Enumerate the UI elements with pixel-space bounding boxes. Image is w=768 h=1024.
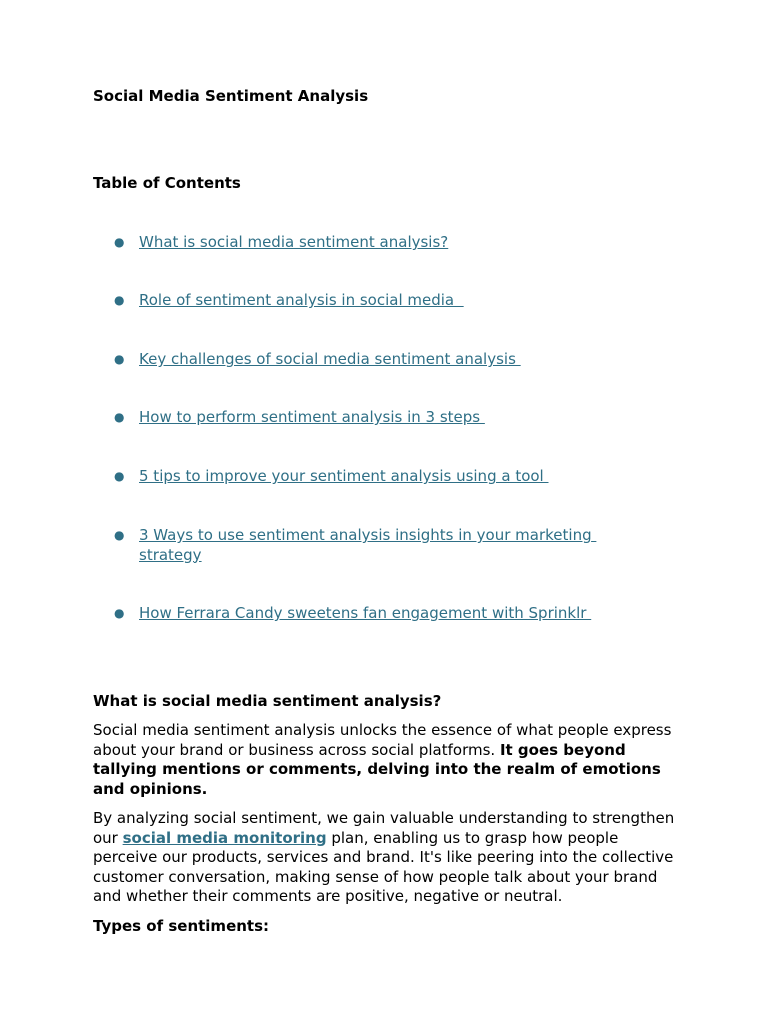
- social-media-monitoring-link[interactable]: social media monitoring: [122, 828, 327, 847]
- bullet-icon: ●: [114, 469, 125, 483]
- analysis-text-after: plan, enabling us to grasp how people perceive our products, services and brand. It's like peering into the collective customer conversation, making sense of how people talk about your brand and whether their comments are positive, negative or neutral.: [93, 828, 674, 905]
- intro-bold-text: It goes beyond tallying mentions or comments, delving into the realm of emotions and opinions.: [93, 740, 661, 798]
- toc-link-how-to[interactable]: How to perform sentiment analysis in 3 steps: [139, 408, 485, 426]
- bullet-icon: ●: [114, 410, 125, 424]
- bullet-icon: ●: [114, 293, 125, 307]
- bullet-icon: ●: [114, 352, 125, 366]
- bullet-icon: ●: [114, 528, 125, 542]
- analysis-paragraph: [93, 809, 683, 907]
- intro-text: Social media sentiment analysis unlocks the essence of what people express about your brand or business across social platforms.: [93, 721, 672, 759]
- toc-link-ferrara[interactable]: How Ferrara Candy sweetens fan engagement with Sprinklr: [139, 604, 592, 622]
- intro-paragraph: [93, 721, 683, 799]
- toc-link-role[interactable]: Role of sentiment analysis in social media: [139, 291, 464, 309]
- document-title: Social Media Sentiment Analysis: [93, 87, 369, 105]
- toc-link-challenges[interactable]: Key challenges of social media sentiment analysis: [139, 350, 521, 368]
- types-heading: Types of sentiments:: [93, 917, 270, 935]
- toc-heading: Table of Contents: [93, 174, 241, 192]
- analysis-text-before: By analyzing social sentiment, we gain valuable understanding to strengthen our: [93, 809, 675, 847]
- section-heading: What is social media sentiment analysis?: [93, 692, 442, 710]
- bullet-icon: ●: [114, 606, 125, 620]
- toc-link-what-is[interactable]: What is social media sentiment analysis?: [139, 233, 449, 251]
- toc-link-tips[interactable]: 5 tips to improve your sentiment analysis using a tool: [139, 467, 549, 485]
- toc-link-ways[interactable]: 3 Ways to use sentiment analysis insights in your marketing strategy: [139, 526, 597, 564]
- bullet-icon: ●: [114, 235, 125, 249]
